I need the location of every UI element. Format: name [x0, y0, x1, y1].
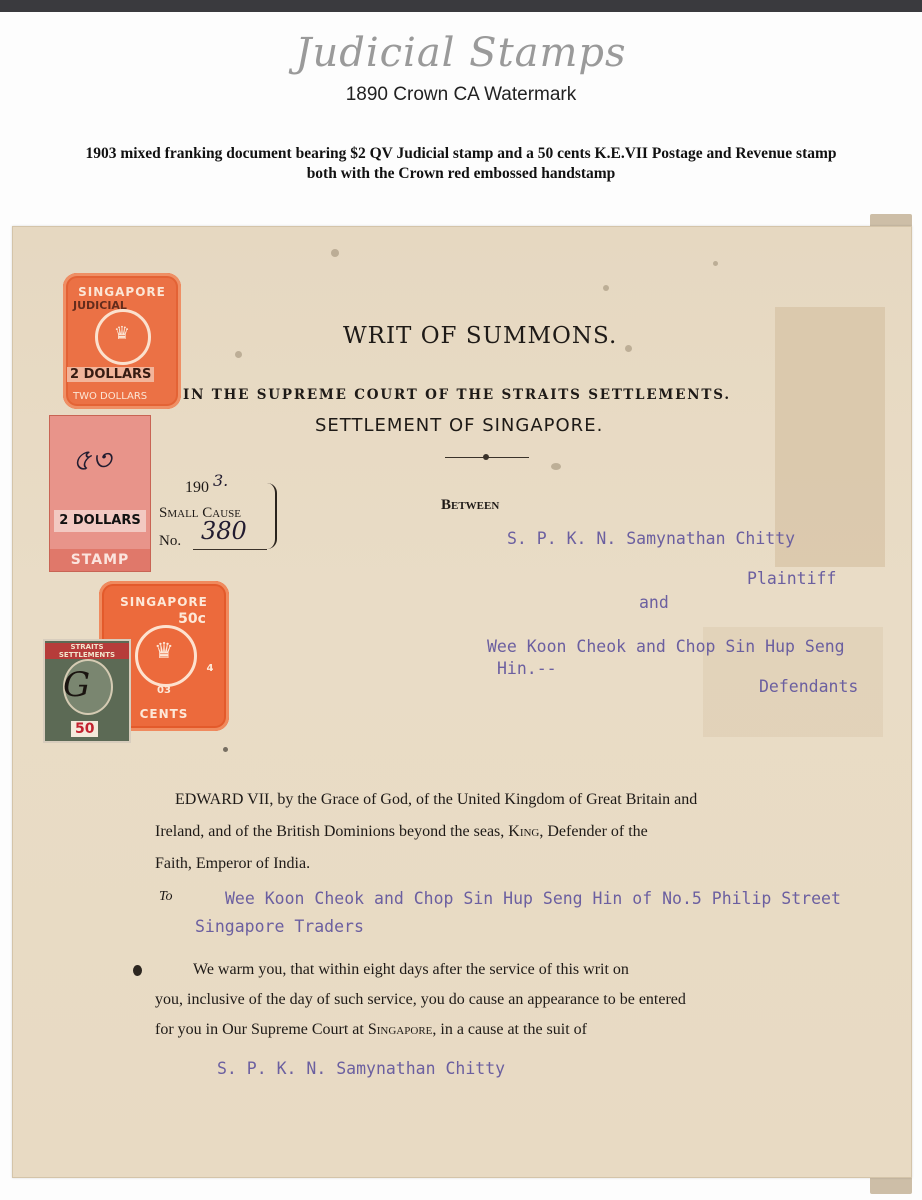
preamble-line-3: Faith, Emperor of India.: [155, 855, 311, 872]
preamble-text-a: Ireland, and of the British Dominions beyond the seas,: [155, 823, 505, 840]
emboss-value-words: CENTS: [139, 707, 189, 721]
judicial-value-label: 2 DOLLARS: [67, 367, 154, 382]
writ-document: [12, 226, 912, 1178]
judicial-stamp: [49, 415, 151, 572]
case-number-line: [193, 549, 267, 550]
small-cause-label: Small Cause: [159, 505, 241, 521]
caption-line-2: both with the Crown red embossed handstamp: [306, 165, 616, 182]
year-prefix: 190: [185, 479, 209, 496]
preamble-line-2: [155, 823, 648, 841]
ornamental-dot: [483, 454, 489, 460]
preamble-king: King: [508, 823, 540, 840]
to-label: To: [159, 889, 173, 904]
album-title: Judicial Stamps: [295, 30, 627, 76]
suit-plaintiff-name: S. P. K. N. Samynathan Chitty: [217, 1059, 506, 1078]
emboss-value: 50c: [178, 611, 206, 627]
judicial-name-label: JUDICIAL: [73, 299, 127, 312]
emboss-year: 03: [157, 685, 171, 696]
warning-place: Singapore: [367, 1021, 433, 1038]
judicial-value-words: TWO DOLLARS: [73, 391, 148, 402]
plaintiff-name: S. P. K. N. Samynathan Chitty: [507, 529, 796, 548]
judicial-value-band: 2 DOLLARS: [54, 510, 146, 532]
foxing-spot: [331, 249, 339, 257]
emboss-country-label: SINGAPORE: [120, 595, 208, 609]
case-number: 380: [201, 517, 247, 545]
top-bar: [0, 0, 922, 12]
stamp-cancellation: ৫৩: [72, 443, 111, 478]
and-label: and: [639, 593, 669, 612]
case-number-label: No.: [159, 533, 182, 549]
album-caption: [40, 144, 882, 184]
foxing-spot: [235, 351, 242, 358]
foxing-spot: [713, 261, 718, 266]
addressee-line-2: Singapore Traders: [195, 917, 364, 936]
warning-line-1: We warm you, that within eight days after the service of this writ on: [193, 961, 629, 978]
court-heading: IN THE SUPREME COURT OF THE STRAITS SETTLEMENTS.: [183, 387, 731, 403]
plaintiff-label: Plaintiff: [747, 569, 837, 588]
preamble-line-1: EDWARD VII, by the Grace of God, of the United Kingdom of Great Britain and: [175, 791, 698, 808]
year-digit: 3.: [213, 471, 229, 490]
between-label: Between: [441, 497, 500, 513]
emboss-number: 4: [206, 663, 214, 674]
warning-line-2: you, inclusive of the day of such service, you do cause an appearance to be entered: [155, 991, 686, 1008]
warning-line-3: [155, 1021, 587, 1039]
settlement-heading: SETTLEMENT OF SINGAPORE.: [315, 415, 604, 436]
stamp-cancellation: G: [63, 665, 91, 705]
addressee-line-1: Wee Koon Cheok and Chop Sin Hup Seng Hin of No.5 Philip Street: [225, 889, 841, 908]
warning-text-b: , in a cause at the suit of: [432, 1021, 587, 1038]
crown-icon: ♛: [113, 323, 131, 344]
writ-title: WRIT OF SUMMONS.: [343, 323, 618, 349]
defendants-line-1: Wee Koon Cheok and Chop Sin Hup Seng: [487, 637, 845, 656]
foxing-spot: [625, 345, 632, 352]
offset-stain: [775, 307, 885, 567]
judicial-stamp-footer: STAMP: [50, 549, 150, 571]
kevii-postage-stamp: [43, 639, 131, 743]
crown-icon: ♛: [154, 639, 174, 664]
warning-text-a: for you in Our Supreme Court at: [155, 1021, 364, 1038]
album-subtitle: 1890 Crown CA Watermark: [345, 84, 577, 105]
case-year: [185, 471, 229, 497]
foxing-spot: [603, 285, 609, 291]
defendants-line-2: Hin.--: [497, 659, 557, 678]
crown-embossed-handstamp-2-dollars: [63, 273, 181, 409]
case-bracket: [265, 483, 277, 549]
caption-line-1: 1903 mixed franking document bearing $2 QV Judicial stamp and a 50 cents K.E.VII Postage and Revenue stamp: [85, 145, 837, 162]
emboss-country-label: SINGAPORE: [78, 285, 166, 299]
ink-blot: [223, 747, 228, 752]
defendants-label: Defendants: [759, 677, 859, 696]
stamp-country-label: STRAITS SETTLEMENTS: [45, 643, 129, 659]
ink-blot: [133, 965, 142, 976]
preamble-text-b: , Defender of the: [539, 823, 648, 840]
stamp-value: 50: [71, 721, 98, 737]
foxing-spot: [551, 463, 561, 470]
